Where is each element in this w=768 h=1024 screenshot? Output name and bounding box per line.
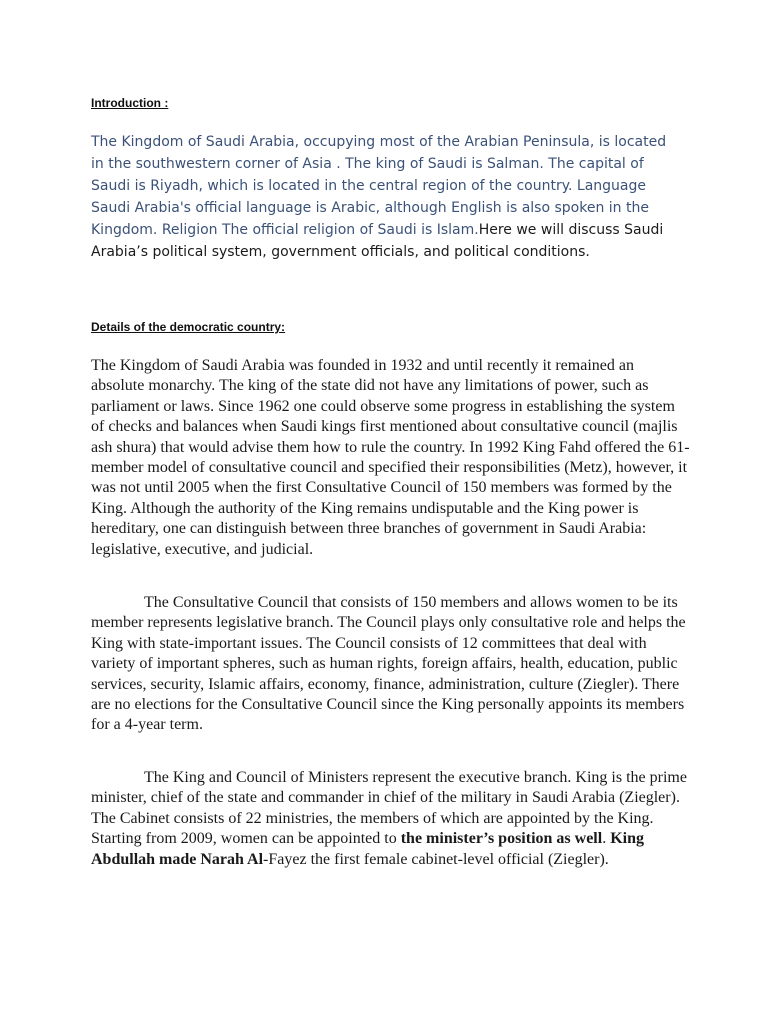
introduction-heading: Introduction : xyxy=(91,96,169,110)
introduction-paragraph xyxy=(91,131,671,263)
introduction-text: The Kingdom of Saudi Arabia, occupying most of the Arabian Peninsula, is located in the southwestern corner of Asia . The king of Saudi is Salman. The capital of Saudi is Riyadh, which is located in the central region of the country. Language Saudi Arabia's official language is Arabic, although English is also spoken in the Kingdom. Religion The official religion of Saudi is Islam. xyxy=(91,134,667,238)
body-paragraph-1: The Kingdom of Saudi Arabia was founded in 1932 and until recently it remained an absolute monarchy. The king of the state did not have any limitations of power, such as parliament or laws. Since 1962 one could observe some progress in establishing the system of checks and balances when Saudi kings first mentioned about consultative council (majlis ash shura) that would advise them how to rule the country. In 1992 King Fahd offered the 61-member model of consultative council and specified their responsibilities (Metz), however, it was not until 2005 when the first Consultative Council of 150 members was formed by the King. Although the authority of the King remains undisputable and the King power is hereditary, one can distinguish between three branches of government in Saudi Arabia: legislative, executive, and judicial. xyxy=(91,357,690,558)
paragraph-3-end-text: -Fayez the first female cabinet-level official (Ziegler). xyxy=(263,850,609,868)
body-paragraph-2: The Consultative Council that consists of 150 members and allows women to be its member represents legislative branch. The Council plays only consultative role and helps the King with state-important issues. The Council consists of 12 committees that deal with variety of important spheres, such as human rights, foreign affairs, health, education, public services, security, Islamic affairs, economy, finance, administration, culture (Ziegler). There are no elections for the Consultative Council since the King personally appoints its members for a 4-year term. xyxy=(91,594,686,734)
body-paragraph-3 xyxy=(91,768,691,870)
paragraph-3-bold-name: King Abdullah made Narah Al xyxy=(91,830,644,868)
paragraph-3-separator: . xyxy=(602,830,611,848)
details-heading: Details of the democratic country: xyxy=(91,320,286,334)
paragraph-3-text: The King and Council of Ministers represent the executive branch. King is the prime minister, chief of the state and commander in chief of the military in Saudi Arabia (Ziegler). The Cabinet consists of 22 ministries, the members of which are appointed by the King. Starting from 2009, women can be appointed to xyxy=(91,769,687,848)
introduction-text-dark: Here we will discuss Saudi Arabia’s political system, government officials, and political conditions. xyxy=(91,222,664,260)
paragraph-3-bold-text: the minister’s position as well xyxy=(400,830,603,848)
